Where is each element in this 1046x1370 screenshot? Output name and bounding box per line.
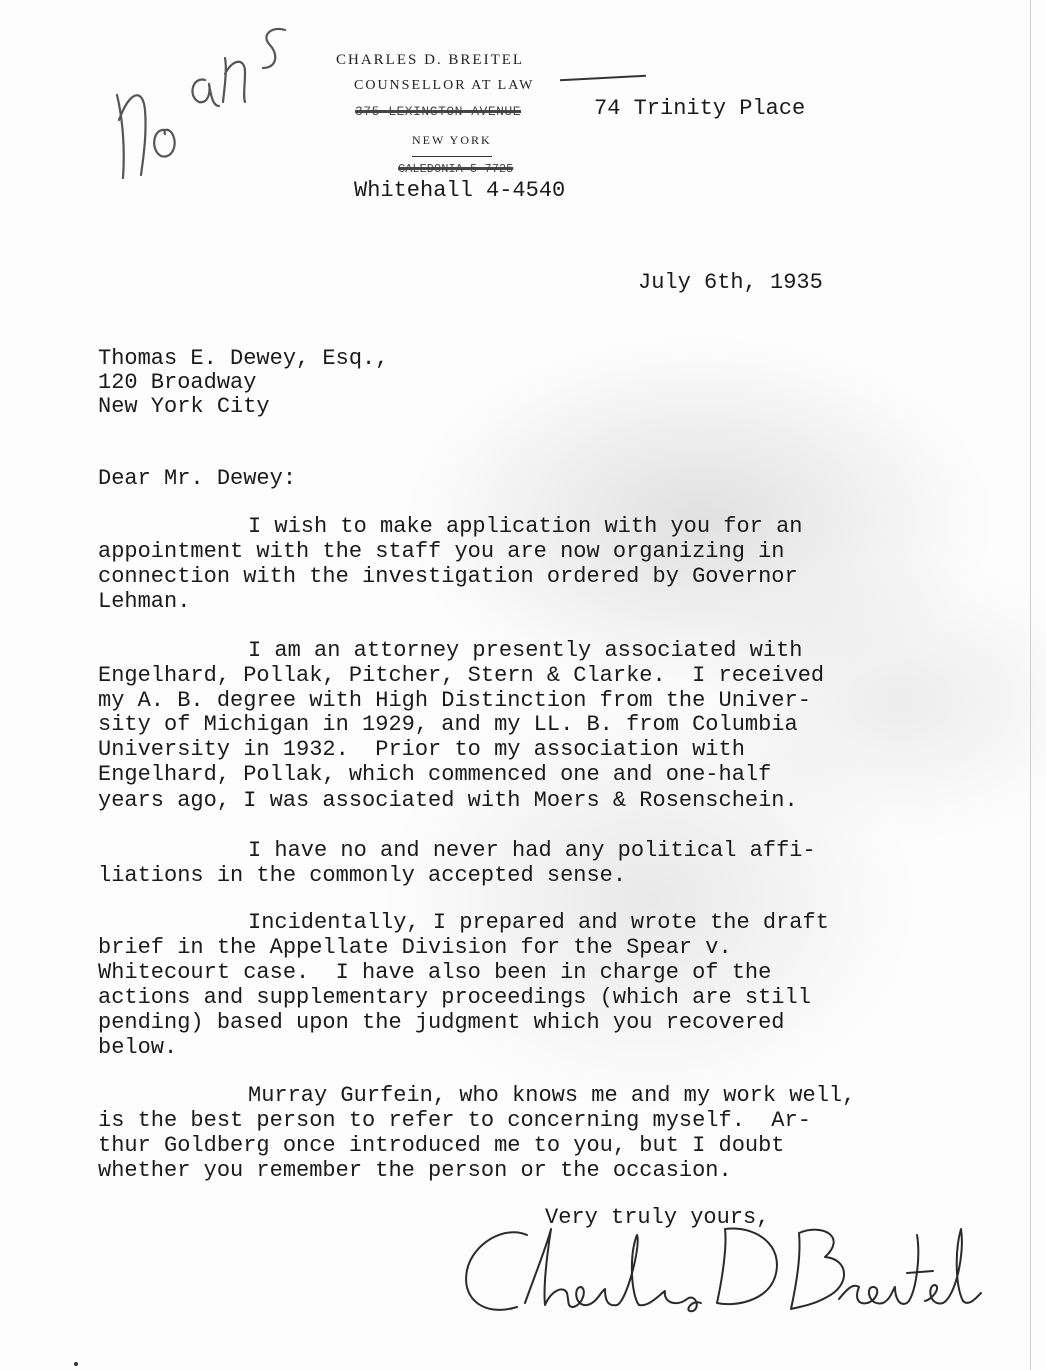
paragraph-line: Engelhard, Pollak, which commenced one and one-half	[98, 762, 772, 787]
paragraph-line: I am an attorney presently associated with	[248, 638, 803, 663]
recipient-name: Thomas E. Dewey, Esq.,	[98, 346, 389, 371]
paragraph-line: Whitecourt case. I have also been in charge of the	[98, 960, 772, 985]
paragraph-line: Lehman.	[98, 589, 191, 614]
letterhead-address: 74 Trinity Place	[594, 96, 806, 121]
letterhead-title: COUNSELLOR AT LAW	[354, 78, 535, 93]
letterhead-underline	[560, 75, 646, 81]
paragraph-line: my A. B. degree with High Distinction from the Univer-	[98, 688, 811, 713]
paragraph-line: years ago, I was associated with Moers & Rosenschein.	[98, 788, 798, 813]
paragraph-line: I have no and never had any political affi-	[248, 838, 816, 863]
letterhead-name: CHARLES D. BREITEL	[336, 52, 525, 68]
letterhead-city: NEW YORK	[412, 133, 492, 147]
paragraph-line: actions and supplementary proceedings (which are still	[98, 985, 811, 1010]
letterhead-rule	[412, 156, 492, 157]
scan-edge	[1030, 0, 1031, 1370]
paragraph-line: is the best person to refer to concerning myself. Ar-	[98, 1108, 811, 1133]
paragraph-line: appointment with the staff you are now organizing in	[98, 539, 785, 564]
paragraph-line: sity of Michigan in 1929, and my LL. B. from Columbia	[98, 712, 798, 737]
recipient-city: New York City	[98, 394, 270, 419]
handwritten-signature	[455, 1215, 985, 1325]
letter-date: July 6th, 1935	[638, 270, 823, 295]
paragraph-line: liations in the commonly accepted sense.	[98, 863, 627, 888]
closing: Very truly yours,	[545, 1205, 770, 1230]
paragraph-line: thur Goldberg once introduced me to you, but I doubt	[98, 1133, 785, 1158]
paragraph-line: whether you remember the person or the occasion.	[98, 1158, 732, 1183]
paragraph-line: brief in the Appellate Division for the Spear v.	[98, 935, 732, 960]
paragraph-line: connection with the investigation ordered by Governor	[98, 564, 798, 589]
paragraph-line: I wish to make application with you for an	[248, 514, 803, 539]
recipient-street: 120 Broadway	[98, 370, 257, 395]
paragraph-line: below.	[98, 1035, 178, 1060]
handwritten-note	[95, 10, 315, 190]
struck-phone: CALEDONIA 5-7725	[398, 162, 514, 176]
paragraph-line: Engelhard, Pollak, Pitcher, Stern & Clarke. I received	[98, 663, 825, 688]
paragraph-line: Murray Gurfein, who knows me and my work well,	[248, 1083, 856, 1108]
letterhead-phone: Whitehall 4-4540	[354, 178, 566, 203]
paragraph-line: pending) based upon the judgment which you recovered	[98, 1010, 785, 1035]
struck-address: 375 LEXINGTON AVENUE	[355, 104, 522, 119]
paragraph-line: University in 1932. Prior to my association with	[98, 737, 745, 762]
salutation: Dear Mr. Dewey:	[98, 466, 297, 491]
scan-speck	[74, 1362, 78, 1366]
paragraph-line: Incidentally, I prepared and wrote the draft	[248, 910, 829, 935]
